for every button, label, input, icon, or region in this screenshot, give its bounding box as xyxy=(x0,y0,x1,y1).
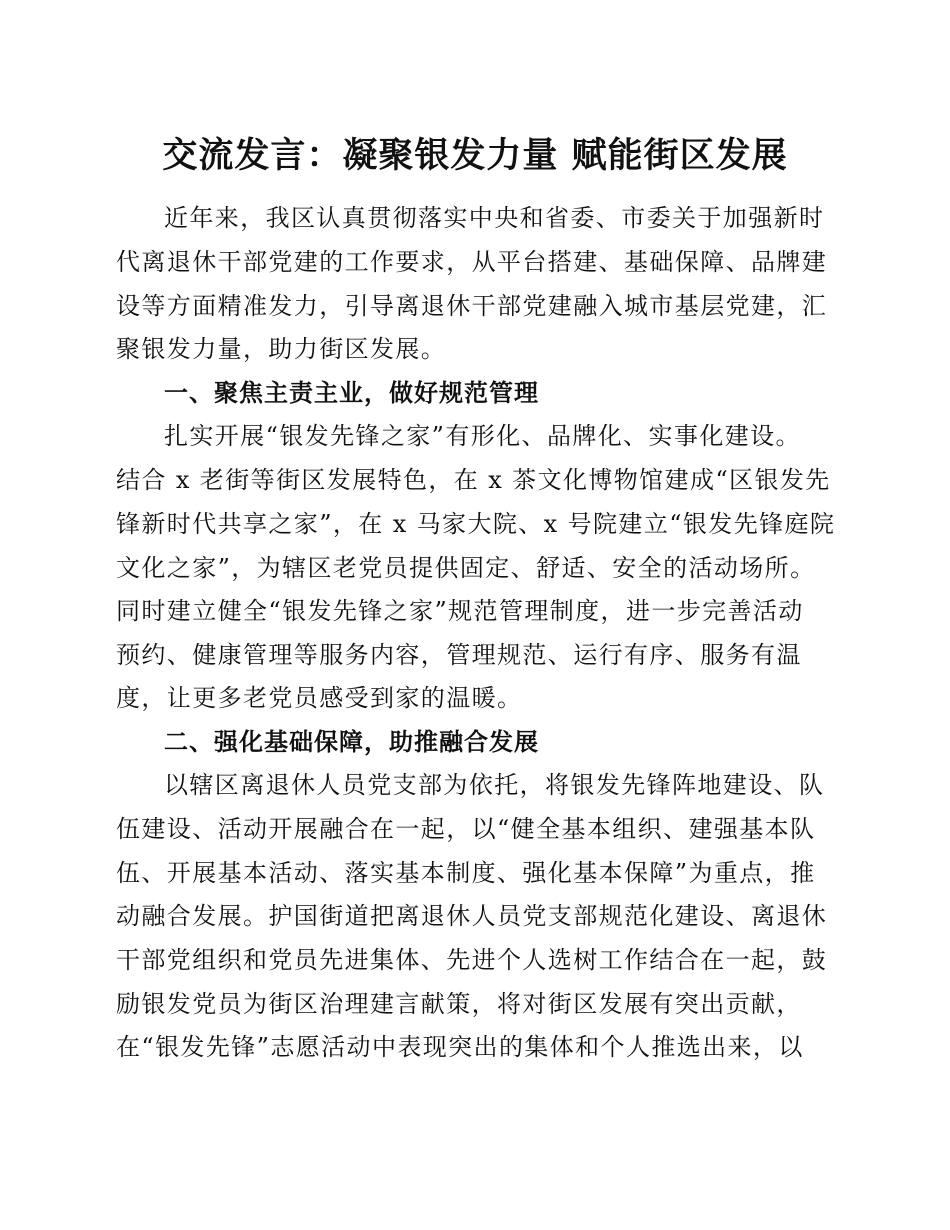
intro-line-3: 设等方面精准发力，引导离退休干部党建融入城市基层党建，汇 xyxy=(116,292,828,320)
intro-line-4: 聚银发力量，助力街区发展。 xyxy=(116,335,447,363)
section2-line-4: 动融合发展。护国街道把离退休人员党支部规范化建设、离退休 xyxy=(116,902,828,930)
section2-line-5: 干部党组织和党员先进集体、先进个人选树工作结合在一起，鼓 xyxy=(116,946,828,974)
section1-line-6: 预约、健康管理等服务内容，管理规范、运行有序、服务有温 xyxy=(116,641,802,669)
intro-line-1: 近年来，我区认真贯彻落实中央和省委、市委关于加强新时 xyxy=(164,204,825,232)
section2-line-2: 伍建设、活动开展融合在一起，以“健全基本组织、建强基本队 xyxy=(116,815,816,843)
document-title: 交流发言：凝聚银发力量 赋能街区发展 xyxy=(162,135,788,176)
section1-line-7: 度，让更多老党员感受到家的温暖。 xyxy=(116,684,523,712)
section2-line-7: 在“银发先锋”志愿活动中表现突出的集体和个人推选出来，以 xyxy=(116,1033,804,1061)
section2-line-3: 伍、开展基本活动、落实基本制度、强化基本保障”为重点，推 xyxy=(116,859,816,887)
section2-heading: 二、强化基础保障，助推融合发展 xyxy=(164,728,539,756)
intro-line-2: 代离退休干部党建的工作要求，从平台搭建、基础保障、品牌建 xyxy=(116,248,828,276)
section1-line-3: 锋新时代共享之家”，在 x 马家大院、x 号院建立“银发先锋庭院 xyxy=(116,510,836,538)
section1-line-1: 扎实开展“银发先锋之家”有形化、品牌化、实事化建设。 xyxy=(164,422,801,450)
section1-heading: 一、聚焦主责主业，做好规范管理 xyxy=(164,379,539,407)
section1-line-4: 文化之家”，为辖区老党员提供固定、舒适、安全的活动场所。 xyxy=(116,554,816,582)
section2-line-1: 以辖区离退休人员党支部为依托，将银发先锋阵地建设、队 xyxy=(164,771,825,799)
section2-line-6: 励银发党员为街区治理建言献策，将对街区发展有突出贡献， xyxy=(116,990,802,1018)
section1-line-5: 同时建立健全“银发先锋之家”规范管理制度，进一步完善活动 xyxy=(116,597,804,625)
section1-line-2: 结合 x 老街等街区发展特色，在 x 茶文化博物馆建成“区银发先 xyxy=(116,466,831,494)
